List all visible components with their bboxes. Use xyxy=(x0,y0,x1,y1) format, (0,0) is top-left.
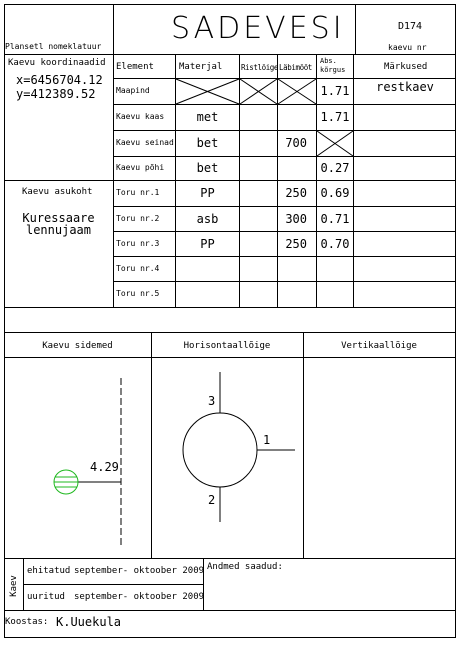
element-cell: Toru nr.1 xyxy=(116,188,160,197)
location-label: Kaevu asukoht xyxy=(22,187,93,197)
vertical-section-label: Vertikaallõige xyxy=(341,341,417,351)
well-side-label: Kaev xyxy=(9,575,19,597)
material-cell: PP xyxy=(200,186,215,200)
well-number-label: kaevu nr xyxy=(388,43,427,52)
surveyed-label: uuritud xyxy=(27,592,65,602)
col-header-element: Element xyxy=(116,62,154,72)
col-header-height: kõrgus xyxy=(320,66,346,74)
element-cell: Kaevu seinad xyxy=(116,138,174,147)
built-value: september- oktoober 2009 xyxy=(74,566,205,576)
data-source-label: Andmed saadud: xyxy=(207,562,283,572)
page-title: SADEVESI xyxy=(171,11,345,46)
material-cell: bet xyxy=(196,136,219,150)
element-cell: Toru nr.5 xyxy=(116,289,160,298)
diameter-cell: 700 xyxy=(285,136,307,150)
plan-nomenclature-label: Plansetl nomeklatuur xyxy=(5,42,102,51)
pipe-label-3: 3 xyxy=(208,394,216,408)
material-cell: asb xyxy=(196,212,219,226)
links-section-label: Kaevu sidemed xyxy=(42,341,113,351)
element-cell: Toru nr.2 xyxy=(116,214,160,223)
diameter-cell: 250 xyxy=(285,186,307,200)
height-cell: 1.71 xyxy=(320,110,350,124)
well-number: D174 xyxy=(398,21,423,32)
element-cell: Kaevu kaas xyxy=(116,112,165,121)
material-cell: bet xyxy=(196,161,219,175)
location-line-2: lennujaam xyxy=(25,223,92,237)
author-value: K.Uuekula xyxy=(56,615,122,629)
distance-label: 4.29 xyxy=(90,460,119,474)
col-header-cross-section: Ristlõige xyxy=(241,63,279,72)
col-header-diameter: Läbimõõt xyxy=(279,63,312,72)
diameter-cell: 300 xyxy=(285,212,307,226)
material-cell: met xyxy=(196,110,219,124)
element-cell: Kaevu põhi xyxy=(116,163,165,172)
col-header-notes: Märkused xyxy=(384,62,428,72)
coordinate-y: y=412389.52 xyxy=(16,87,96,101)
built-label: ehitatud xyxy=(27,566,71,576)
col-header-material: Materjal xyxy=(179,62,223,72)
height-cell: 0.69 xyxy=(320,186,350,200)
element-cell: Toru nr.4 xyxy=(116,264,160,273)
pipe-label-1: 1 xyxy=(263,433,271,447)
notes-cell: restkaev xyxy=(376,80,434,94)
author-label: Koostas: xyxy=(5,617,49,627)
height-cell: 0.70 xyxy=(320,237,350,251)
diameter-cell: 250 xyxy=(285,237,307,251)
location-line-1: Kuressaare xyxy=(22,211,95,225)
pipe-label-2: 2 xyxy=(208,493,216,507)
horizontal-section-label: Horisontaallõige xyxy=(183,341,271,351)
element-cell: Maapind xyxy=(116,86,150,95)
height-cell: 1.71 xyxy=(320,84,350,98)
col-header-abs: Abs. xyxy=(320,57,337,65)
coordinate-x: x=6456704.12 xyxy=(16,73,103,87)
height-cell: 0.27 xyxy=(320,161,350,175)
height-cell: 0.71 xyxy=(320,212,350,226)
surveyed-value: september- oktoober 2009 xyxy=(74,592,205,602)
element-cell: Toru nr.3 xyxy=(116,239,160,248)
material-cell: PP xyxy=(200,237,215,251)
coordinates-label: Kaevu koordinaadid xyxy=(8,58,106,68)
